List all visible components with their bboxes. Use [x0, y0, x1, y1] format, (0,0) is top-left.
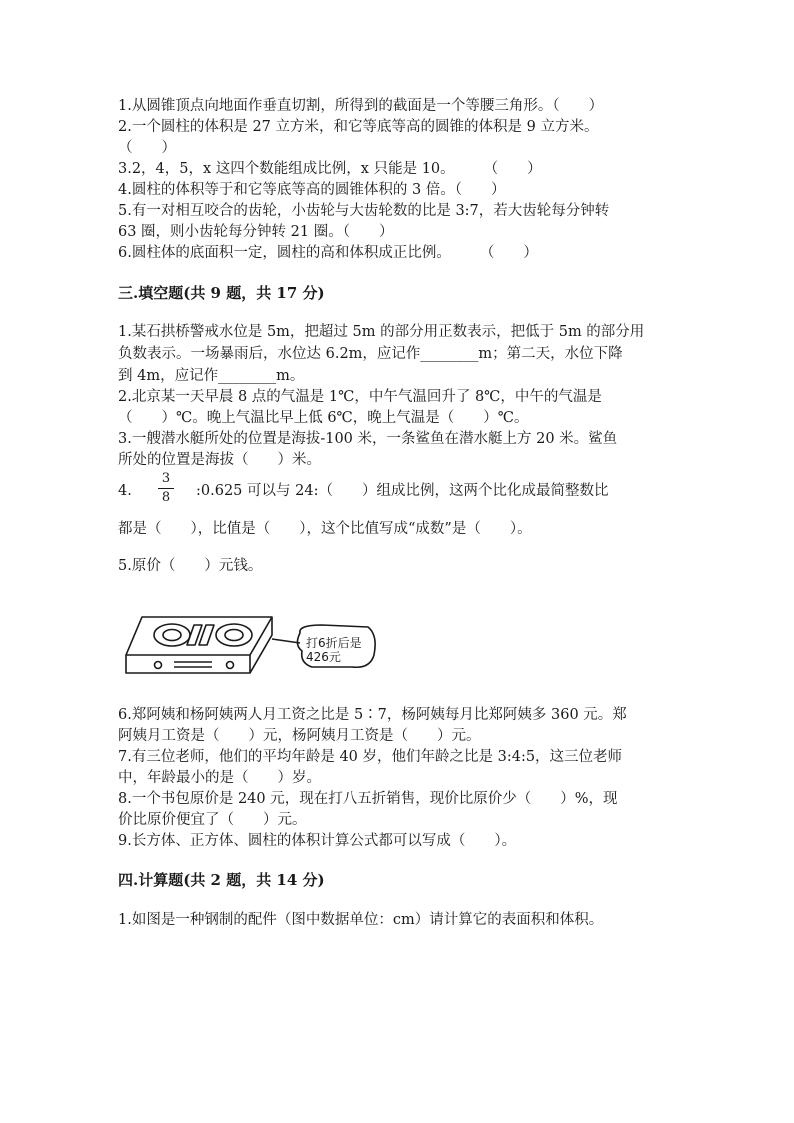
left-knob — [155, 662, 162, 669]
fill-q4-cont: 都是（ ），比值是（ ），这个比值写成“成数”是（ ）。 — [118, 521, 532, 537]
stove-top — [126, 617, 272, 655]
fill-q7-cont: 中，年龄最小的是（ ）岁。 — [118, 770, 321, 786]
right-burner — [216, 624, 252, 646]
fill-q1: 1.某石拱桥警戒水位是 5m，把超过 5m 的部分用正数表示，把低于 5m 的部分用 — [118, 324, 645, 340]
section-heading-calc: 四.计算题(共 2 题，共 14 分) — [118, 871, 325, 889]
left-burner — [154, 624, 190, 646]
right-knob — [227, 662, 234, 669]
fill-q6-cont: 阿姨月工资是（ ）元，杨阿姨月工资是（ ）元。 — [118, 728, 481, 744]
stove-front — [126, 655, 250, 673]
judge-q2-blank: （ ） — [118, 140, 176, 156]
fraction-three-eighths — [158, 471, 174, 506]
judge-q6: 6.圆柱体的底面积一定，圆柱的高和体积成正比例。 （ ） — [118, 245, 538, 261]
fill-q4: :0.625 可以与 24:（ ）组成比例，这两个比化成最简整数比 — [196, 483, 609, 499]
price-tag-line2: 426元 — [306, 650, 341, 664]
fill-q3-cont: 所处的位置是海拔（ ）米。 — [118, 452, 321, 468]
fill-q6: 6.郑阿姨和杨阿姨两人月工资之比是 5∶7，杨阿姨每月比郑阿姨多 360 元。郑 — [118, 707, 627, 723]
judge-q5: 5.有一对相互咬合的齿轮，小齿轮与大齿轮数的比是 3:7，若大齿轮每分钟转 — [118, 203, 610, 219]
fill-q8: 8.一个书包原价是 240 元，现在打八五折销售，现价比原价少（ ）%，现 — [118, 791, 618, 807]
fill-q1-cont2: 到 4m，应记作________m。 — [118, 368, 305, 384]
judge-q5-cont: 63 圈，则小齿轮每分钟转 21 圈。（ ） — [118, 224, 394, 240]
fill-q4-number: 4. — [118, 483, 132, 499]
fill-q8-cont: 价比原价便宜了（ ）元。 — [118, 812, 307, 828]
judge-q1: 1.从圆锥顶点向地面作垂直切割，所得到的截面是一个等腰三角形。（ ） — [118, 98, 604, 114]
fill-q5: 5.原价（ ）元钱。 — [118, 558, 263, 574]
fill-q3: 3.一艘潜水艇所处的位置是海拔-100 米，一条鲨鱼在潜水艇上方 20 米。鲨鱼 — [118, 431, 618, 447]
price-tag-text — [306, 636, 362, 664]
fraction-numerator: 3 — [161, 471, 171, 486]
judge-q4: 4.圆柱的体积等于和它等底等高的圆锥体积的 3 倍。（ ） — [118, 182, 506, 198]
price-tag-line1: 打6折后是 — [306, 636, 362, 650]
judge-q2: 2.一个圆柱的体积是 27 立方米，和它等底等高的圆锥的体积是 9 立方米。 — [118, 119, 599, 135]
judge-q3: 3.2，4，5，x 这四个数能组成比例，x 只能是 10。 （ ） — [118, 161, 542, 177]
fill-q1-cont: 负数表示。一场暴雨后，水位达 6.2m，应记作________m；第二天，水位下降 — [118, 346, 623, 362]
fraction-denominator: 8 — [161, 490, 171, 505]
calc-q1: 1.如图是一种钢制的配件（图中数据单位：cm）请计算它的表面积和体积。 — [118, 912, 604, 928]
stove-side — [250, 617, 272, 673]
section-heading-fill: 三.填空题(共 9 题，共 17 分) — [118, 284, 325, 302]
fill-q9: 9.长方体、正方体、圆柱的体积计算公式都可以写成（ ）。 — [118, 833, 517, 849]
fraction-bar — [158, 488, 174, 489]
fill-q7: 7.有三位老师，他们的平均年龄是 40 岁，他们年龄之比是 3:4:5，这三位老师 — [118, 749, 623, 765]
fill-q2-cont: （ ）℃。晚上气温比早上低 6℃，晚上气温是（ ）℃。 — [118, 410, 529, 426]
fill-q2: 2.北京某一天早晨 8 点的气温是 1℃，中午气温回升了 8℃，中午的气温是 — [118, 389, 602, 405]
